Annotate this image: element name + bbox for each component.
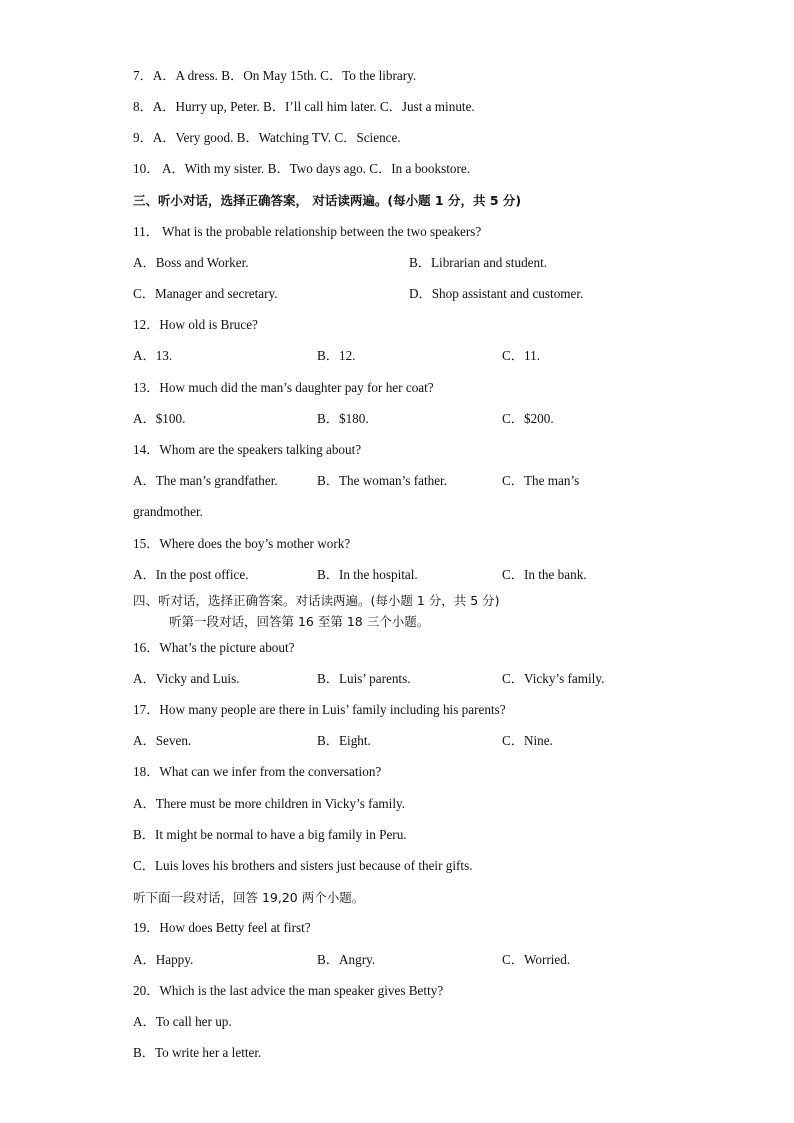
q14-option-b: B．The woman’s father. [317, 473, 448, 488]
question-14: 14．Whom are the speakers talking about? [133, 442, 362, 457]
q11-option-c: C．Manager and secretary. [133, 286, 278, 301]
q13-option-c: C．$200. [502, 411, 554, 426]
q11-option-d: D．Shop assistant and customer. [409, 286, 584, 301]
q15-option-c: C．In the bank. [502, 567, 587, 582]
question-8: 8．A．Hurry up, Peter. B．I’ll call him later. C．Just a minute. [133, 99, 475, 114]
question-20: 20．Which is the last advice the man speaker gives Betty? [133, 983, 444, 998]
q18-option-c: C．Luis loves his brothers and sisters just because of their gifts. [133, 858, 473, 873]
q18-option-a: A．There must be more children in Vicky’s family. [133, 796, 406, 811]
q16-option-a: A．Vicky and Luis. [133, 671, 240, 686]
question-18: 18．What can we infer from the conversation? [133, 764, 382, 779]
q14-option-c: C．The man’s [502, 473, 580, 488]
question-16: 16．What’s the picture about? [133, 640, 295, 655]
question-15: 15．Where does the boy’s mother work? [133, 536, 351, 551]
q17-option-a: A．Seven. [133, 733, 192, 748]
question-12: 12．How old is Bruce? [133, 317, 258, 332]
question-17: 17．How many people are there in Luis’ family including his parents? [133, 702, 506, 717]
q14-option-c-continued: grandmother. [133, 504, 203, 519]
section-3-heading: 三、听小对话，选择正确答案， 对话读两遍。(每小题 1 分，共 5 分) [133, 193, 522, 208]
section-4-heading: 四、听对话，选择正确答案。对话读两遍。(每小题 1 分，共 5 分) [133, 593, 500, 608]
q17-option-b: B．Eight. [317, 733, 371, 748]
q14-option-a: A．The man’s grandfather. [133, 473, 278, 488]
q12-option-a: A．13. [133, 348, 173, 363]
section-4-instruction: 听第一段对话，回答第 16 至第 18 三个小题。 [169, 614, 430, 629]
q13-option-a: A．$100. [133, 411, 186, 426]
question-11: 11． What is the probable relationship between the two speakers? [133, 224, 482, 239]
q15-option-b: B．In the hospital. [317, 567, 418, 582]
q15-option-a: A．In the post office. [133, 567, 249, 582]
q20-option-b: B．To write her a letter. [133, 1045, 262, 1060]
q19-option-c: C．Worried. [502, 952, 571, 967]
q12-option-b: B．12. [317, 348, 356, 363]
q20-option-a: A．To call her up. [133, 1014, 232, 1029]
listening-instruction-2: 听下面一段对话，回答 19,20 两个小题。 [133, 890, 365, 905]
question-10: 10． A．With my sister. B．Two days ago. C．In a bookstore. [133, 161, 470, 176]
q12-option-c: C．11. [502, 348, 540, 363]
q16-option-b: B．Luis’ parents. [317, 671, 411, 686]
q11-option-a: A．Boss and Worker. [133, 255, 249, 270]
question-19: 19．How does Betty feel at first? [133, 920, 311, 935]
question-9: 9．A．Very good. B．Watching TV. C．Science. [133, 130, 401, 145]
q19-option-a: A．Happy. [133, 952, 194, 967]
q16-option-c: C．Vicky’s family. [502, 671, 605, 686]
question-13: 13．How much did the man’s daughter pay for her coat? [133, 380, 434, 395]
q17-option-c: C．Nine. [502, 733, 553, 748]
q11-option-b: B．Librarian and student. [409, 255, 548, 270]
question-7: 7．A．A dress. B．On May 15th. C．To the library. [133, 68, 417, 83]
q18-option-b: B．It might be normal to have a big family in Peru. [133, 827, 407, 842]
q19-option-b: B．Angry. [317, 952, 376, 967]
q13-option-b: B．$180. [317, 411, 369, 426]
